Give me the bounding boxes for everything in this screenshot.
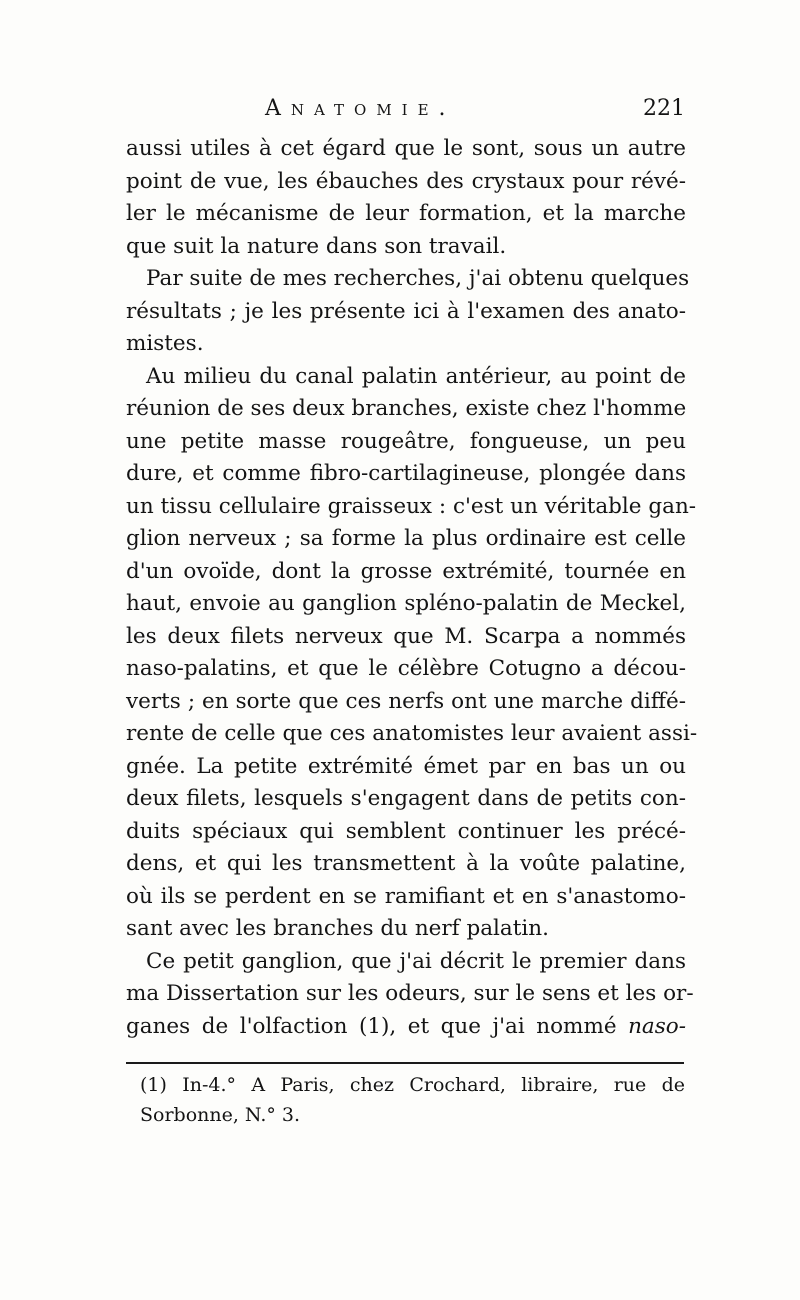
- text-line: aussi utiles à cet égard que le sont, sous un autre: [126, 136, 686, 161]
- text-line: haut, envoie au ganglion spléno-palatin de Meckel,: [126, 591, 686, 616]
- footnote-line: Sorbonne, N.° 3.: [140, 1104, 301, 1126]
- text-line: gnée. La petite extrémité émet par en bas un ou: [126, 753, 686, 779]
- text-line: Ce petit ganglion, que j'ai décrit le premier dans: [146, 948, 686, 974]
- text-line: d'un ovoïde, dont la grosse extrémité, tournée en: [126, 558, 686, 584]
- text-line: Par suite de mes recherches, j'ai obtenu quelques: [146, 266, 690, 291]
- page-number: 221: [643, 96, 685, 121]
- text-line: une petite masse rougeâtre, fongueuse, un peu: [126, 428, 686, 454]
- text-line: rente de celle que ces anatomistes leur avaient assi-: [126, 721, 698, 746]
- text-line: glion nerveux ; sa forme la plus ordinaire est celle: [126, 526, 686, 551]
- text-line: que suit la nature dans son travail.: [126, 233, 507, 259]
- italic-word: naso-: [628, 1013, 686, 1039]
- footnote-rule: [126, 1062, 684, 1064]
- text-line: ler le mécanisme de leur formation, et la marche: [126, 201, 686, 226]
- text-line-main: ganes de l'olfaction (1), et que j'ai nommé: [126, 1013, 629, 1039]
- footnote-line: (1) In-4.° A Paris, chez Crochard, libraire, rue de: [140, 1074, 685, 1096]
- text-line: ma Dissertation sur les odeurs, sur le sens et les or-: [126, 981, 694, 1006]
- text-line: dens, et qui les transmettent à la voûte palatine,: [126, 851, 686, 876]
- text-line: Au milieu du canal palatin antérieur, au point de: [146, 363, 686, 389]
- text-line: sant avec les branches du nerf palatin.: [126, 916, 549, 941]
- page-header: [115, 96, 685, 130]
- running-title: Anatomie.: [265, 96, 456, 121]
- text-line: deux filets, lesquels s'engagent dans de petits con-: [126, 786, 686, 811]
- text-line: duits spéciaux qui semblent continuer les précé-: [126, 818, 686, 844]
- text-line: dure, et comme fibro-cartilagineuse, plongée dans: [126, 461, 686, 486]
- text-line: mistes.: [126, 331, 204, 356]
- text-line: réunion de ses deux branches, existe chez l'homme: [126, 396, 687, 421]
- text-line: un tissu cellulaire graisseux : c'est un véritable gan-: [126, 493, 697, 519]
- text-line: [126, 1011, 686, 1044]
- text-line: résultats ; je les présente ici à l'examen des anato-: [126, 298, 686, 324]
- text-line: où ils se perdent en se ramifiant et en s'anastomo-: [126, 883, 686, 909]
- footnote: [140, 1070, 685, 1130]
- text-line: naso-palatins, et que le célèbre Cotugno a décou-: [126, 656, 686, 681]
- text-line: verts ; en sorte que ces nerfs ont une marche diffé-: [126, 688, 686, 714]
- text-line: les deux filets nerveux que M. Scarpa a nommés: [126, 623, 686, 649]
- text-line: point de vue, les ébauches des crystaux pour révé-: [126, 168, 686, 194]
- body-text: [126, 133, 698, 1043]
